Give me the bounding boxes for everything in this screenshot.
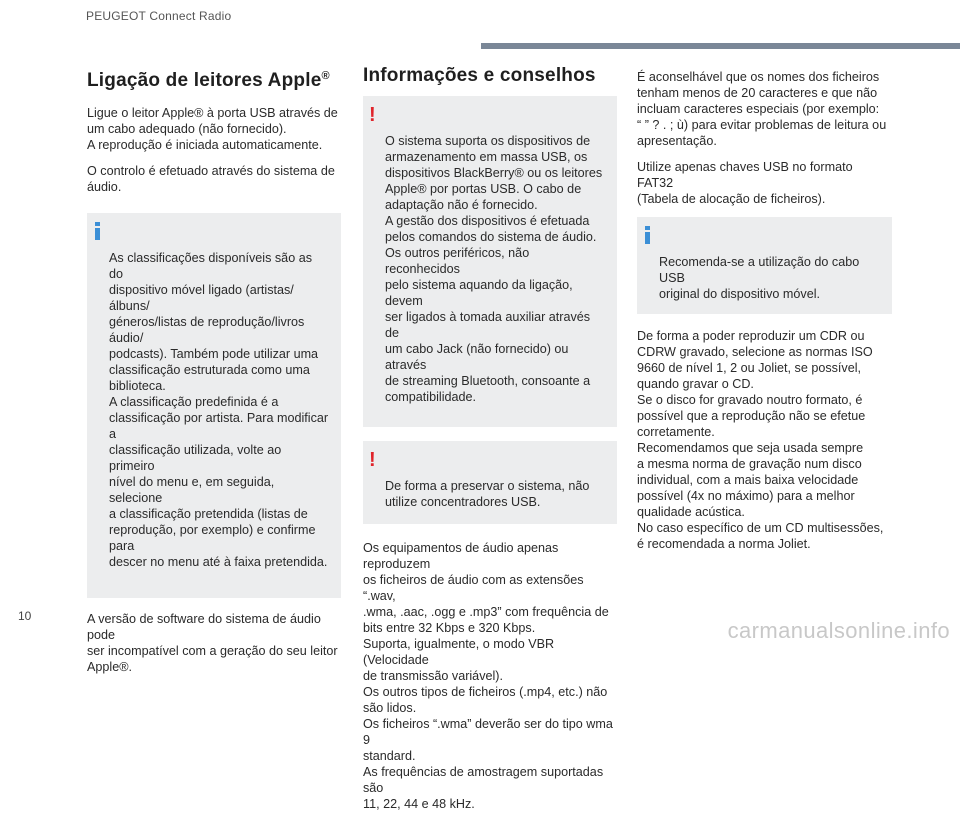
warning-box [363,96,617,427]
info-icon [95,222,100,240]
paragraph: A versão de software do sistema de áudio pode ser incompatível com a geração do seu leitor Apple®. [87,612,338,674]
info-box-text: Recomenda-se a utilização do cabo USB original do dispositivo móvel. [659,255,860,301]
page-number: 10 [18,609,32,623]
header-title: PEUGEOT Connect Radio [86,9,232,23]
paragraph: O controlo é efetuado através do sistema de áudio. [87,164,335,194]
paragraph: De forma a poder reproduzir um CDR ou CDRW gravado, selecione as normas ISO 9660 de nível 1, 2 ou Joliet, se possível, quando gravar o CD. Se o disco for gravado noutro formato, é possível que a reprodução não se efetue corretamente. Recomendamos que seja usada sempre a mesma norma de gravação num disco individual, com a mais baixa velocidade possível (4x no máximo) para a melhor qualidade acústica. No caso específico de um CD multisessões, é recomendada a norma Joliet. [637,329,884,551]
info-icon [645,226,650,244]
paragraph: É aconselhável que os nomes dos ficheiros tenham menos de 20 caracteres e que não incluam caracteres especiais (por exemplo: “ ” ? . ; ù) para evitar problemas de leitura ou apresentação. [637,70,887,148]
section-heading-info: Informações e conselhos [363,65,596,86]
heading-text: Ligação de leitores Apple [87,70,322,91]
info-box [637,217,892,314]
paragraph: Utilize apenas chaves USB no formato FAT32 (Tabela de alocação de ficheiros). [637,160,853,206]
section-heading-apple [87,64,341,93]
warning-icon: ! [369,104,376,126]
column-middle [363,64,617,822]
paragraph: Os equipamentos de áudio apenas reproduzem os ficheiros de áudio com as extensões “.wav, .wma, .aac, .ogg e .mp3” com frequência de bits entre 32 Kbps e 320 Kbps. Suporta, igualmente, o modo VBR (Velocidade de transmissão variável). Os outros tipos de ficheiros (.mp4, etc.) não são lidos. Os ficheiros “.wma” deverão ser do tipo wma 9 standard. As frequências de amostragem suportadas são 11, 22, 44 e 48 kHz. [363,541,613,811]
warning-box-text: De forma a preservar o sistema, não utilize concentradores USB. [385,479,590,509]
warning-icon: ! [369,449,376,471]
heading-sup: ® [321,70,330,82]
column-left [87,64,341,685]
info-box-text: As classificações disponíveis são as do dispositivo móvel ligado (artistas/álbuns/ géneros/listas de reprodução/livros áudio/ podcasts). Também pode utilizar uma classificação estruturada como uma biblioteca. A classificação predefinida é a classificação por artista. Para modificar a classificação utilizada, volte ao primeiro nível do menu e, em seguida, selecione a classificação pretendida (listas de reprodução, por exemplo) e confirme para descer no menu até à faixa pretendida. [109,251,329,569]
info-box [87,213,341,598]
column-right [637,69,892,562]
header-bar [481,43,960,49]
watermark: carmanualsonline.info [727,618,950,643]
paragraph: Ligue o leitor Apple® à porta USB através de um cabo adequado (não fornecido). A reprodução é iniciada automaticamente. [87,106,338,152]
warning-box-text: O sistema suporta os dispositivos de armazenamento em massa USB, os dispositivos BlackBerry® ou os leitores Apple® por portas USB. O cabo de adaptação não é fornecido. A gestão dos dispositivos é efetuada pelos comandos do sistema de áudio. Os outros periféricos, não reconhecidos pelo sistema aquando da ligação, devem ser ligados à tomada auxiliar através de um cabo Jack (não fornecido) ou através de streaming Bluetooth, consoante a compatibilidade. [385,134,603,404]
warning-box [363,441,617,524]
